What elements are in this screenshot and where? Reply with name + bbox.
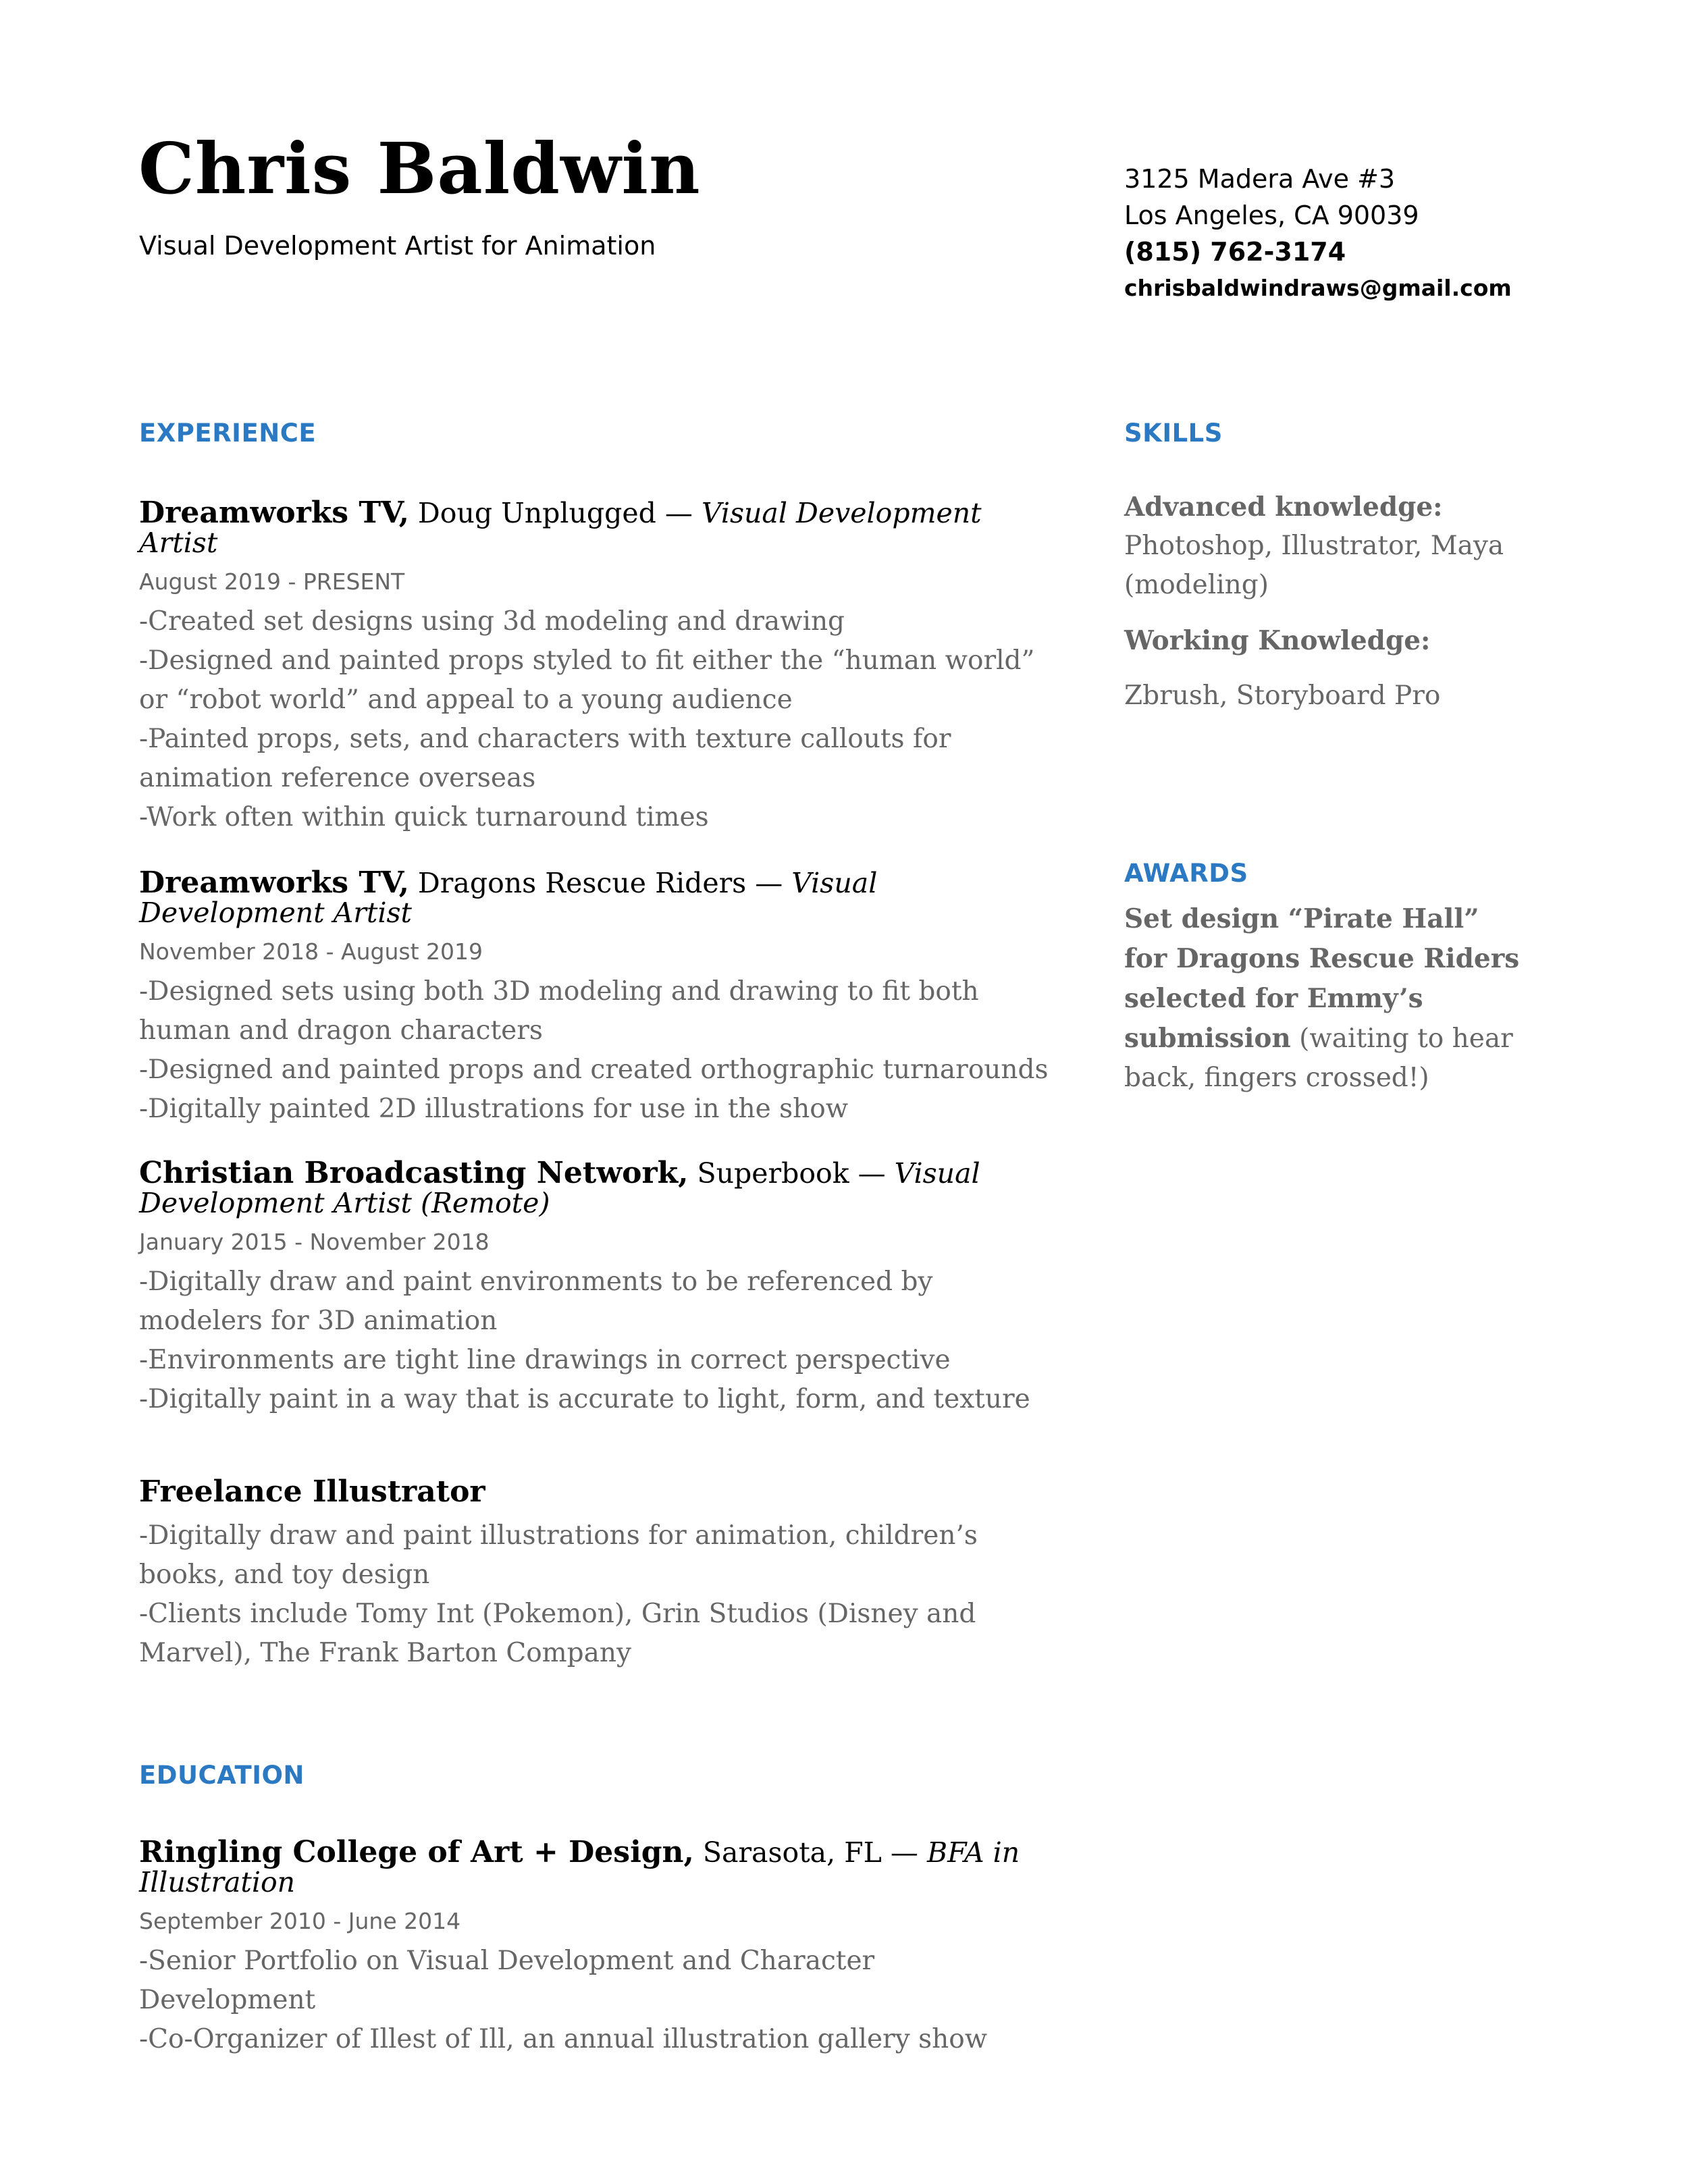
job-role: Visual Development Artist (139, 867, 878, 929)
job-project: Dragons Rescue Riders — (408, 867, 792, 899)
education-dates: September 2010 - June 2014 (139, 1908, 461, 1934)
job-project: Doug Unplugged — (408, 497, 702, 529)
job-role: Visual Development Artist (139, 497, 982, 559)
job-bullets (139, 1516, 1051, 1673)
job-bullets (139, 972, 1051, 1129)
bullet-item: -Designed and painted props and created orthographic turnarounds (139, 1055, 1049, 1085)
experience-heading: EXPERIENCE (139, 419, 317, 448)
job-entry-doug-unplugged (139, 498, 1051, 837)
contact-block (1124, 161, 1512, 307)
education-bullets (139, 1942, 1051, 2059)
address-line-1: 3125 Madera Ave #3 (1124, 164, 1396, 194)
job-title (139, 1158, 1051, 1218)
education-title (139, 1835, 1051, 1898)
awards-heading: AWARDS (1124, 859, 1248, 888)
skills-advanced-label: Advanced knowledge: (1124, 491, 1443, 523)
bullet-item: -Designed sets using both 3D modeling and drawing to fit both human and dragon characters (139, 976, 979, 1046)
bullet-item: -Designed and painted props styled to fit either the “human world” or “robot world” and appeal to a young audience (139, 645, 1035, 715)
bullet-item: -Work often within quick turnaround times (139, 802, 709, 832)
school-name: Ringling College of Art + Design, (139, 1835, 694, 1869)
education-entry (139, 1835, 1051, 2059)
job-bullets (139, 1262, 1051, 1419)
bullet-item: -Clients include Tomy Int (Pokemon), Grin Studios (Disney and Marvel), The Frank Barton Company (139, 1599, 976, 1668)
bullet-item: -Digitally paint in a way that is accurate to light, form, and texture (139, 1384, 1030, 1414)
award-highlight: Set design “Pirate Hall” for Dragons Rescue Riders selected for Emmy’s submission (1124, 903, 1520, 1054)
bullet-item: -Co-Organizer of Illest of Ill, an annual illustration gallery show (139, 2024, 988, 2054)
job-org: Freelance Illustrator (139, 1474, 485, 1509)
job-org: Dreamworks TV, (139, 865, 409, 900)
candidate-name: Chris Baldwin (138, 127, 701, 210)
degree: BFA in Illustration (139, 1836, 1020, 1898)
skills-advanced-value: Photoshop, Illustrator, Maya (modeling) (1124, 531, 1504, 600)
phone-number: (815) 762-3174 (1124, 237, 1346, 267)
bullet-item: -Digitally draw and paint illustrations for animation, children’s books, and toy design (139, 1520, 978, 1590)
job-title (139, 498, 1051, 558)
job-entry-freelance (139, 1474, 1051, 1673)
job-bullets (139, 602, 1051, 837)
bullet-item: -Environments are tight line drawings in correct perspective (139, 1345, 951, 1375)
job-org: Christian Broadcasting Network, (139, 1156, 689, 1190)
skills-working-value: Zbrush, Storyboard Pro (1124, 681, 1441, 711)
education-heading: EDUCATION (139, 1761, 305, 1790)
award-note: (waiting to hear back, fingers crossed!) (1124, 1023, 1513, 1093)
skills-working-label: Working Knowledge: (1124, 625, 1431, 656)
job-org: Dreamworks TV, (139, 496, 409, 530)
job-project: Superbook — (688, 1157, 895, 1190)
bullet-item: -Digitally draw and paint environments to be referenced by modelers for 3D animation (139, 1267, 933, 1336)
job-title (139, 1474, 1051, 1509)
email-address: chrisbaldwindraws@gmail.com (1124, 275, 1512, 301)
job-entry-superbook (139, 1158, 1051, 1419)
school-location: Sarasota, FL — (693, 1836, 927, 1869)
job-role: Visual Development Artist (Remote) (139, 1157, 980, 1219)
bullet-item: -Created set designs using 3d modeling and drawing (139, 606, 845, 637)
job-entry-dragons-rescue-riders (139, 865, 1051, 1129)
bullet-item: -Senior Portfolio on Visual Development and Character Development (139, 1946, 875, 2015)
bullet-item: -Painted props, sets, and characters with texture callouts for animation reference overseas (139, 724, 951, 793)
awards-block (1124, 899, 1523, 1098)
skills-block (1124, 487, 1543, 716)
bullet-item: -Digitally painted 2D illustrations for use in the show (139, 1094, 849, 1124)
job-dates: January 2015 - November 2018 (139, 1229, 490, 1255)
address-line-2: Los Angeles, CA 90039 (1124, 201, 1419, 230)
candidate-tagline: Visual Development Artist for Animation (139, 231, 656, 261)
job-dates: November 2018 - August 2019 (139, 938, 483, 965)
job-title (139, 865, 1051, 929)
job-dates: August 2019 - PRESENT (139, 568, 405, 595)
skills-heading: SKILLS (1124, 419, 1223, 448)
